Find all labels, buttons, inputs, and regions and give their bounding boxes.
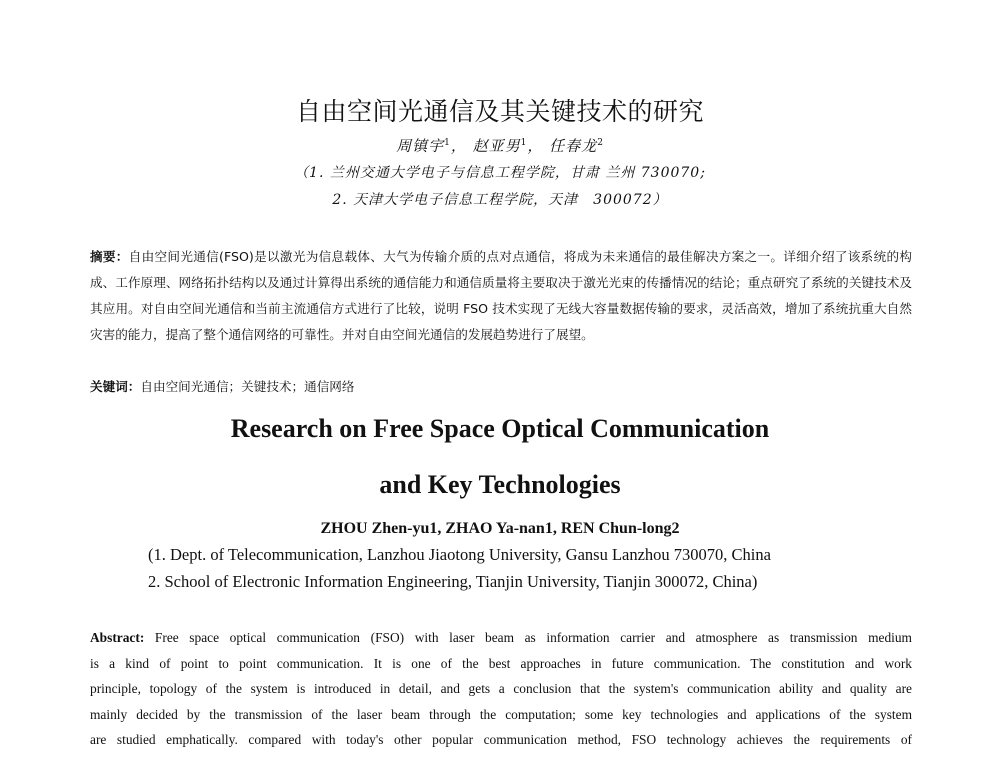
cn-author-sup: 1 xyxy=(444,138,451,148)
en-abstract xyxy=(90,625,912,753)
cn-author-name: 任春龙 xyxy=(549,137,598,155)
en-authors: ZHOU Zhen-yu1, ZHAO Ya-nan1, REN Chun-long2 xyxy=(320,520,680,537)
en-abstract-line: principle, topology of the system is introduced in detail, and gets a conclusion that the system's communication ability and quality are xyxy=(90,681,912,696)
cn-author-sup: 2 xyxy=(597,138,604,148)
cn-keywords xyxy=(90,374,912,400)
en-title-line-1: Research on Free Space Optical Communication xyxy=(230,414,770,443)
cn-affiliation-line-1: （1. 兰州交通大学电子与信息工程学院，甘肃 兰州 730070; xyxy=(294,165,706,181)
cn-abstract-text: 自由空间光通信(FSO)是以激光为信息载体、大气为传输介质的点对点通信，将成为未来通信的最佳解决方案之一。详细介绍了该系统的构成、工作原理、网络拓扑结构以及通过计算得出系统的通信能力和通信质量将主要取决于激光光束的传播情况的结论；重点研究了系统的关键技术及其应用。对自由空间光通信和当前主流通信方式进行了比较，说明 FSO 技术实现了无线大容量数据传输的要求，灵活高效，增加了系统抗重大自然灾害的能力，提高了整个通信网络的可靠性。并对自由空间光通信的发展趋势进行了展望。 xyxy=(90,249,912,342)
en-affiliation-line-2: 2. School of Electronic Information Engineering, Tianjin University, Tianjin 300072, China) xyxy=(148,572,758,591)
en-affiliation-line-1: (1. Dept. of Telecommunication, Lanzhou Jiaotong University, Gansu Lanzhou 730070, China xyxy=(148,545,771,564)
cn-author-name: 赵亚男 xyxy=(472,137,521,155)
cn-author-sep: ， xyxy=(450,137,467,155)
en-abstract-line: mainly decided by the transmission of the laser beam through the computation; some key technologies and applications of the system xyxy=(90,706,912,722)
cn-affiliation-line-2: 2. 天津大学电子信息工程学院，天津 300072） xyxy=(332,192,668,208)
en-abstract-label: Abstract: xyxy=(90,630,145,645)
cn-keywords-label: 关键词： xyxy=(90,379,141,394)
cn-abstract xyxy=(90,244,912,348)
cn-author-sup: 1 xyxy=(520,138,528,148)
en-abstract-line xyxy=(90,625,912,651)
en-title-line-2: and Key Technologies xyxy=(379,470,621,499)
en-abstract-line: are studied emphatically. compared with today's other popular communication method, FSO technology achieves the requirements of xyxy=(90,732,912,747)
cn-authors xyxy=(0,135,1000,156)
cn-keywords-text: 自由空间光通信；关键技术；通信网络 xyxy=(140,379,355,394)
en-abstract-line: is a kind of point to point communication. It is one of the best approaches in future communication. The constitution and work xyxy=(90,655,912,671)
cn-author-name: 周镇宇 xyxy=(396,137,445,155)
cn-abstract-label: 摘要： xyxy=(90,249,129,264)
en-abstract-line-text: Free space optical communication (FSO) with laser beam as information carrier and atmosphere as transmission medium xyxy=(154,630,912,645)
cn-title: 自由空间光通信及其关键技术的研究 xyxy=(295,97,704,126)
cn-author-sep: ， xyxy=(527,137,544,155)
